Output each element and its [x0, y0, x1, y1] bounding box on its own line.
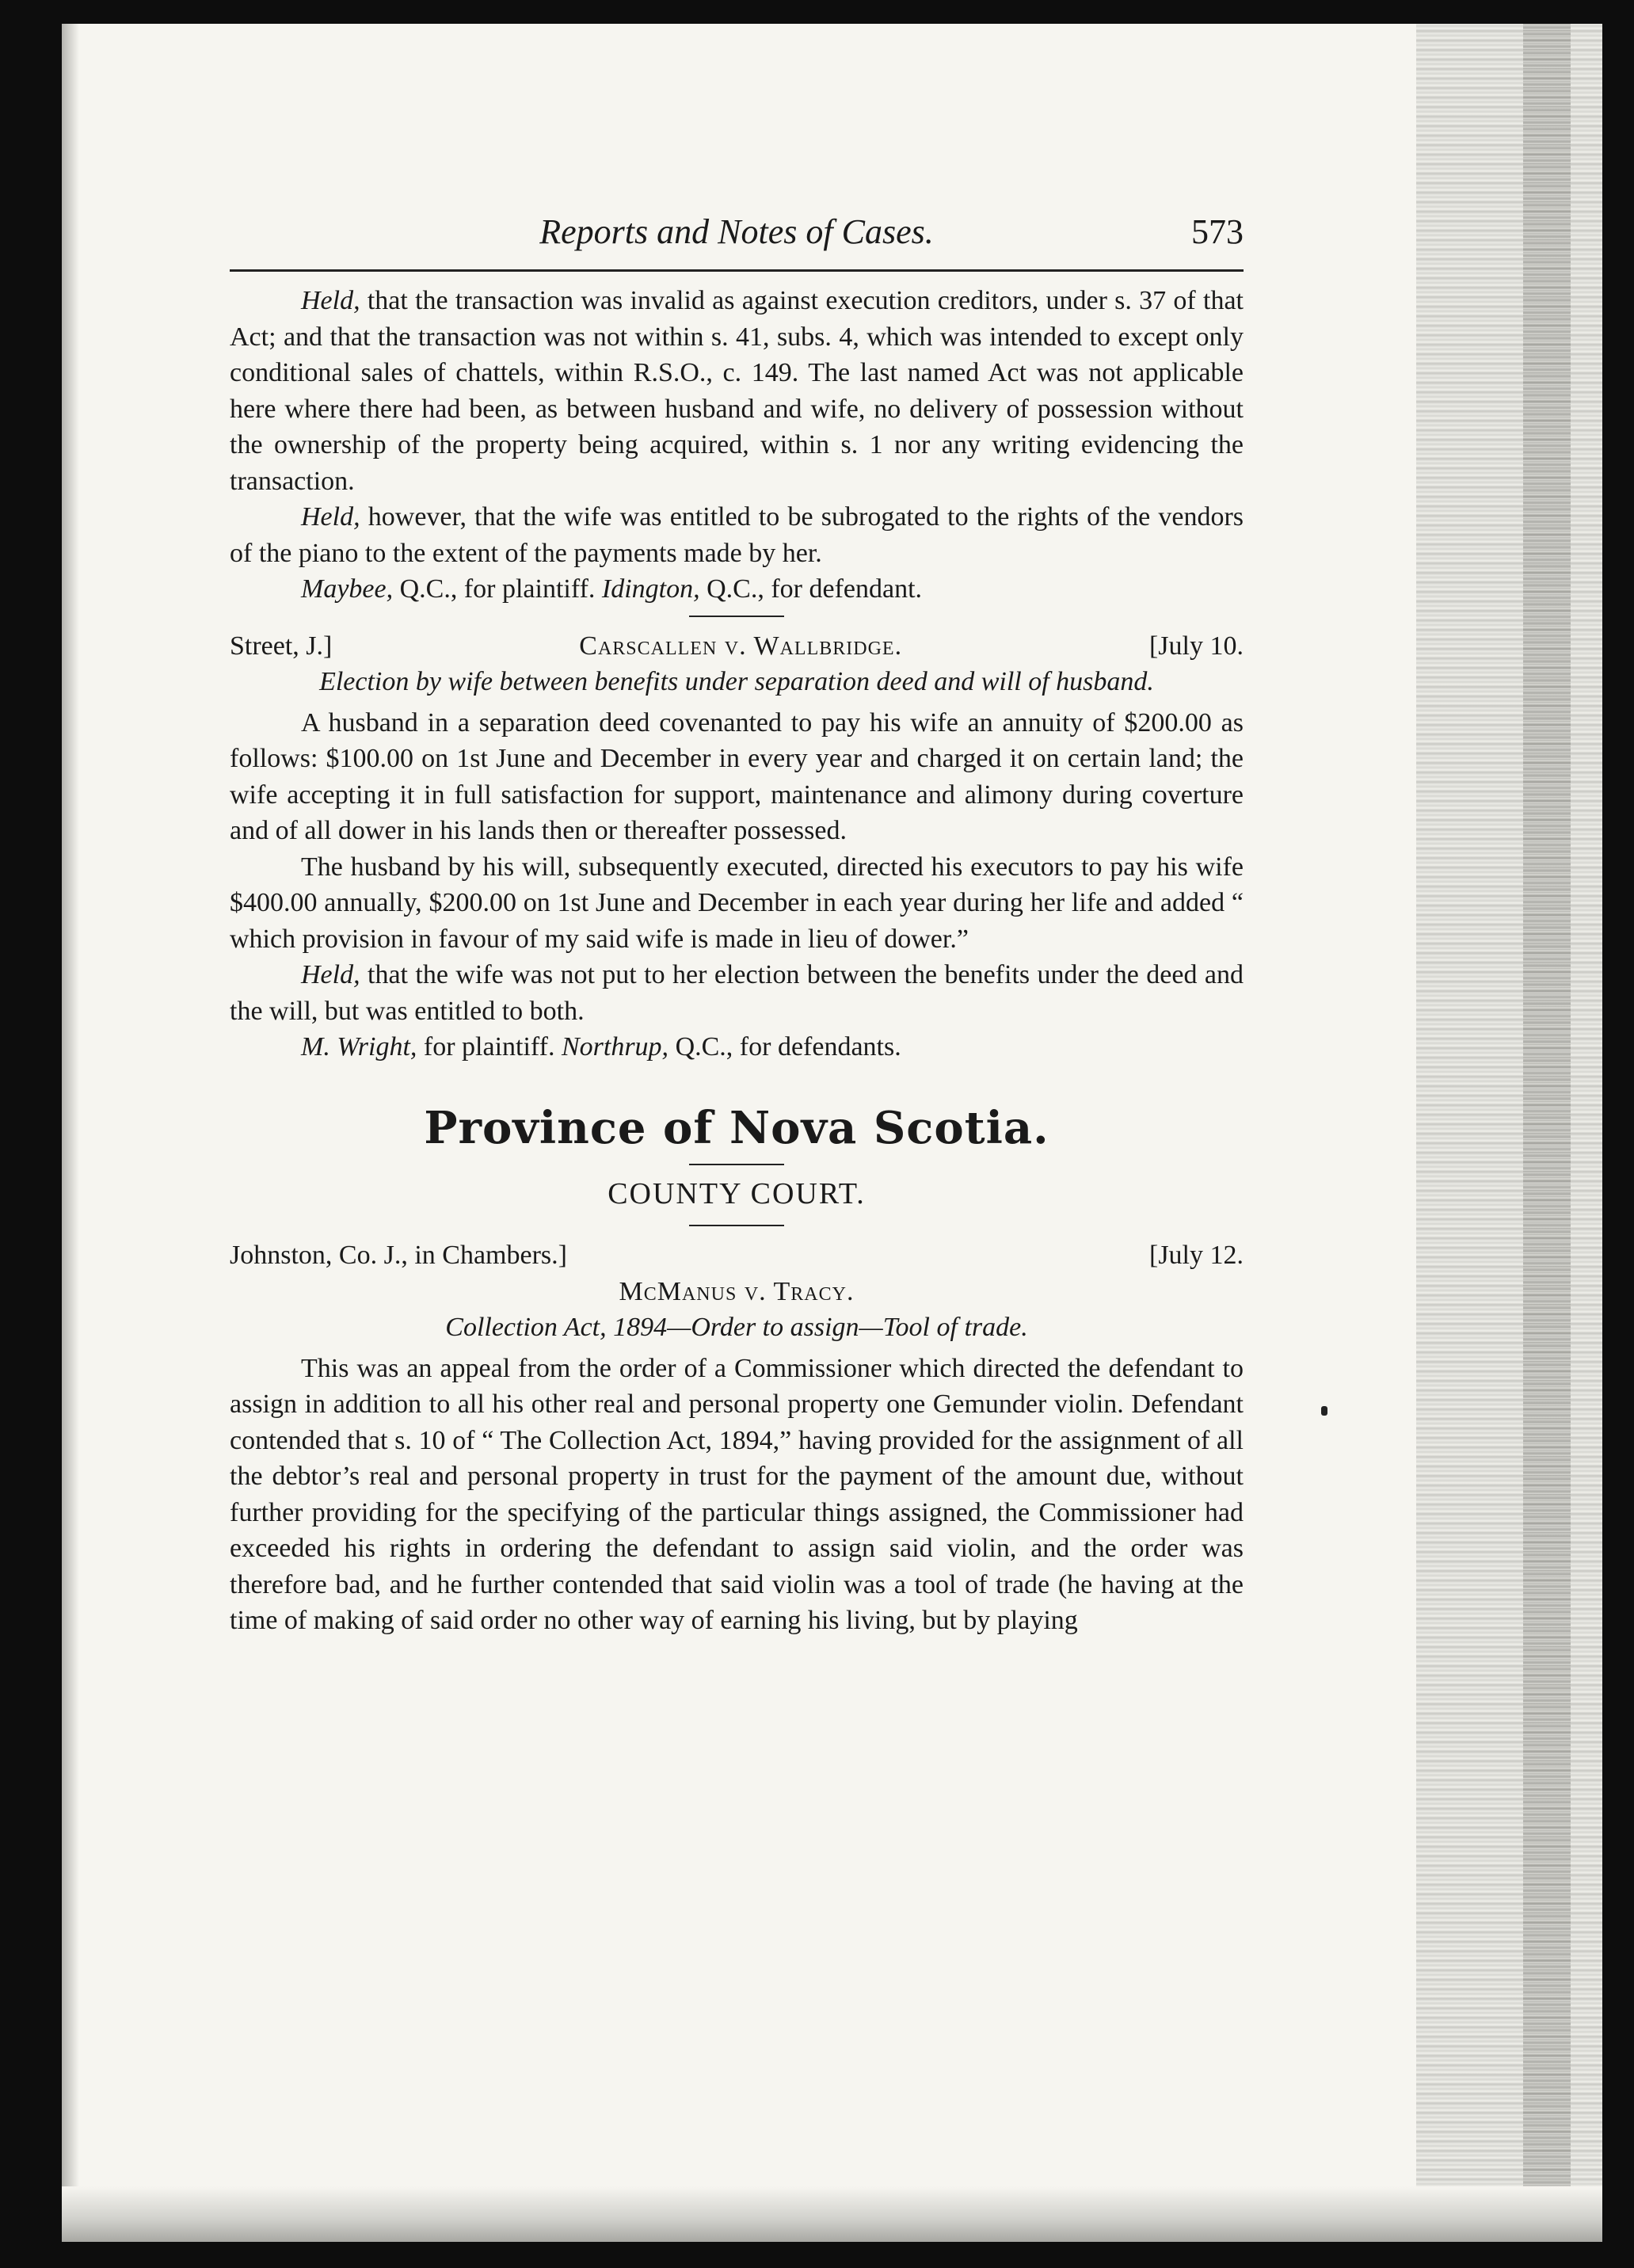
plaintiff-counsel: Maybee,: [301, 574, 394, 604]
case3-judge: Johnston, Co. J., in Chambers.]: [230, 1241, 567, 1270]
case3-title: McManus v. Tracy.: [619, 1276, 855, 1306]
case1-counsel: [230, 571, 1244, 608]
case2-title: Carscallen v. Wallbridge.: [579, 631, 903, 661]
page-number: 573: [1191, 212, 1244, 251]
held-label: Held,: [301, 960, 360, 989]
page-content: [230, 214, 1244, 1639]
page-header: [230, 214, 1244, 272]
case2-held-paragraph: [230, 957, 1244, 1029]
case2-headnote: Election by wife between benefits under separation deed and will of husband.: [319, 667, 1154, 696]
case1-held-however-paragraph: [230, 499, 1244, 571]
case2-held-text: that the wife was not put to her election between the benefits under the deed and the will, but was entitled to both.: [230, 960, 1244, 1026]
defendant-counsel-role: Q.C., for defendants.: [668, 1032, 901, 1062]
case2-paragraph-2: The husband by his will, subsequently executed, directed his executors to pay his wife $400.00 annually, $200.00 on 1st June and December in each year during her life and added “ which provision in favour of my said wife is made in lieu of dower.”: [230, 852, 1244, 954]
case2-judge: Street, J.]: [230, 631, 333, 661]
case3-heading-line: [230, 1237, 1244, 1274]
separator-rule: [689, 1164, 784, 1165]
plaintiff-counsel-role: for plaintiff.: [417, 1032, 562, 1062]
page-left-shadow: [62, 24, 79, 2242]
margin-mark: [1321, 1406, 1327, 1416]
case1-held-however-text: however, that the wife was entitled to be subrogated to the rights of the vendors of the piano to the extent of the payments made by her.: [230, 502, 1244, 568]
case2-counsel: [230, 1029, 1244, 1065]
plaintiff-counsel-role: Q.C., for plaintiff.: [393, 574, 602, 604]
case2-paragraph-1: A husband in a separation deed covenanted to pay his wife an annuity of $200.00 as follows: $100.00 on 1st June and December in every year and charged it on certain land; the wife accepting it in full satisfaction for support, maintenance and alimony during coverture and of all dower in his lands then or thereafter possessed.: [230, 707, 1244, 845]
separator-rule: [689, 1225, 784, 1226]
case1-held-text: that the transaction was invalid as against execution creditors, under s. 37 of that Act; and that the transaction was not within s. 41, subs. 4, which was intended to except only conditional sales of chattels, within R.S.O., c. 149. The last named Act was not applicable here where there had been, as between husband and wife, no delivery of possession without the ownership of the property being acquired, within s. 1 nor any writing evidencing the transaction.: [230, 286, 1244, 496]
held-label: Held,: [301, 286, 360, 315]
held-label: Held,: [301, 502, 360, 532]
page-right-edge: [1416, 24, 1602, 2242]
case1-held-paragraph: [230, 283, 1244, 499]
case3-date: [July 12.: [1149, 1241, 1244, 1270]
separator-rule: [689, 616, 784, 617]
running-head: Reports and Notes of Cases.: [539, 212, 934, 251]
case2-date: [July 10.: [1148, 631, 1244, 661]
defendant-counsel: Northrup,: [561, 1032, 669, 1062]
case3-headnote: Collection Act, 1894—Order to assign—Tool of trade.: [445, 1313, 1028, 1342]
case2-heading-line: [230, 628, 1244, 665]
case3-paragraph-1: This was an appeal from the order of a Commissioner which directed the defendant to assign in addition to all his other real and personal property one Gemunder violin. Defendant contended that s. 10 of “ The Collection Act, 1894,” having provided for the assignment of all the debtor’s real and personal property in trust for the payment of the amount due, without further providing for the specifying of the particular things assigned, the Commissioner had exceeded his rights in ordering the defendant to assign said violin, and the order was therefore bad, and he further contended that said violin was a tool of trade (he having at the time of making of said order no other way of earning his living, but by playing: [230, 1353, 1244, 1635]
page-bottom-edge: [62, 2186, 1602, 2242]
defendant-counsel-role: Q.C., for defendant.: [699, 574, 923, 604]
defendant-counsel: Idington,: [601, 574, 700, 604]
court-heading: COUNTY COURT.: [608, 1176, 866, 1210]
plaintiff-counsel: M. Wright,: [301, 1032, 417, 1062]
page-right-edge-stack: [1523, 24, 1571, 2242]
section-title: Province of Nova Scotia.: [424, 1101, 1049, 1154]
